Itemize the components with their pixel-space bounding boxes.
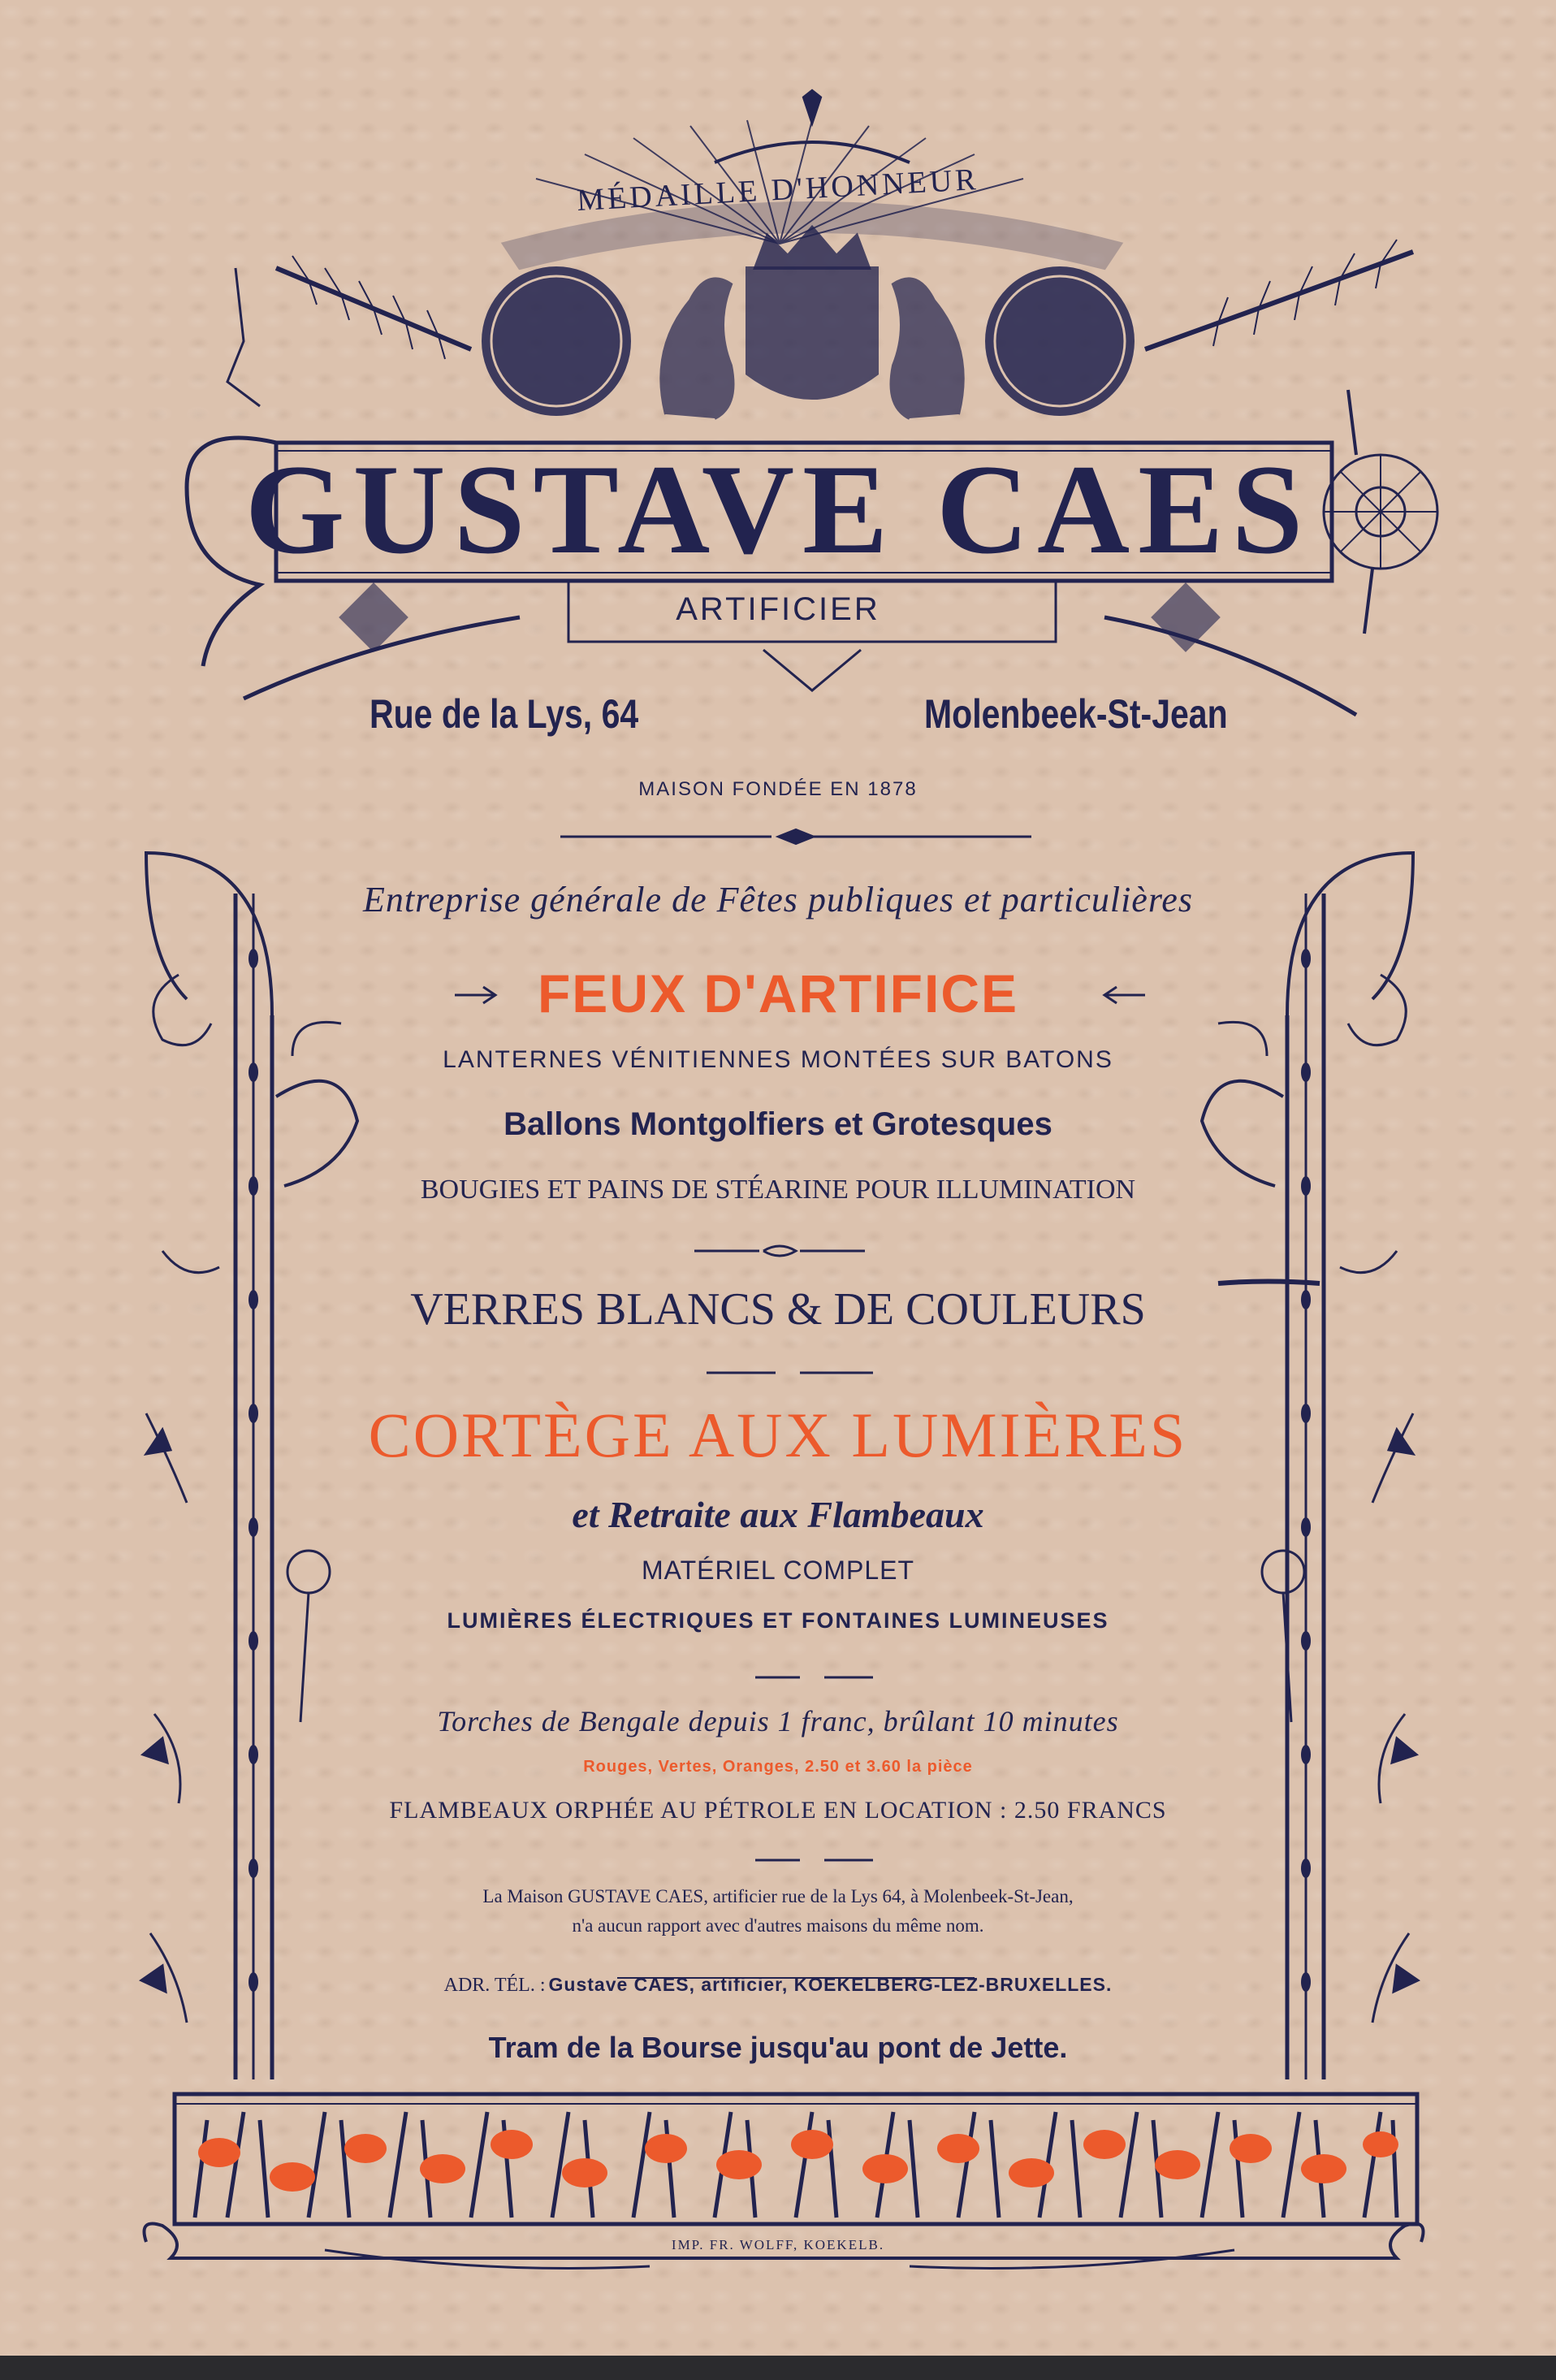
torch-colors-line: [0, 1758, 1556, 1776]
notice-text-1: La Maison GUSTAVE CAES, artificier rue de la Lys 64, à Molenbeek-St-Jean,: [482, 1886, 1074, 1906]
scan-edge: [0, 2356, 1556, 2380]
company-name-text: GUSTAVE CAES: [244, 439, 1312, 581]
company-name: [0, 439, 1556, 581]
glasses-line: [0, 1283, 1556, 1335]
electric-text: LUMIÈRES ÉLECTRIQUES ET FONTAINES LUMINEUSES: [447, 1608, 1109, 1633]
enterprise-text: Entreprise générale de Fêtes publiques et particulières: [363, 880, 1193, 920]
printer-credit: [0, 2237, 1556, 2253]
notice-text-2: n'a aucun rapport avec d'autres maisons du même nom.: [572, 1915, 984, 1936]
fireworks-text: FEUX D'ARTIFICE: [537, 963, 1019, 1023]
founded-line: [0, 778, 1556, 801]
address-street: Rue de la Lys, 64: [370, 691, 639, 737]
candles-text: BOUGIES ET PAINS DE STÉARINE POUR ILLUMINATION: [420, 1175, 1136, 1205]
balloons-line: [0, 1106, 1556, 1143]
address-telegraph: [0, 1974, 1556, 1997]
profession: [0, 591, 1556, 628]
notice-line-2: [0, 1915, 1556, 1936]
lanterns-line: [0, 1046, 1556, 1074]
balloons-text: Ballons Montgolfiers et Grotesques: [504, 1106, 1052, 1142]
torches-line: [0, 1704, 1556, 1738]
lanterns-text: LANTERNES VÉNITIENNES MONTÉES SUR BATONS: [443, 1046, 1113, 1073]
printer-text: IMP. FR. WOLFF, KOEKELB.: [671, 2237, 885, 2252]
adr-label: ADR. TÉL. :: [443, 1975, 546, 1996]
materiel-text: MATÉRIEL COMPLET: [641, 1556, 915, 1585]
enterprise-line: [0, 879, 1556, 920]
tram-text: Tram de la Bourse jusqu'au pont de Jette.: [488, 2031, 1068, 2064]
cortege-heading: [0, 1399, 1556, 1472]
adr-value: Gustave CAES, artificier, KOEKELBERG-LEZ-BRUXELLES.: [548, 1974, 1113, 1995]
profession-text: ARTIFICIER: [676, 591, 880, 627]
tram-line: [0, 2031, 1556, 2065]
flambeaux-line: [0, 1797, 1556, 1824]
electric-line: [0, 1608, 1556, 1634]
flambeaux-text: FLAMBEAUX ORPHÉE AU PÉTROLE EN LOCATION : 2.50 FRANCS: [389, 1797, 1167, 1824]
retraite-line: [0, 1493, 1556, 1536]
fireworks-heading: [0, 963, 1556, 1024]
founded-text: MAISON FONDÉE EN 1878: [638, 778, 918, 800]
retraite-text: et Retraite aux Flambeaux: [572, 1494, 984, 1535]
address-town: Molenbeek-St-Jean: [924, 691, 1228, 737]
cortege-text: CORTÈGE AUX LUMIÈRES: [368, 1400, 1188, 1470]
medal-banner: [0, 162, 1556, 218]
materiel-line: [0, 1556, 1556, 1586]
medal-banner-text: MÉDAILLE D'HONNEUR: [576, 162, 980, 218]
torches-text: Torches de Bengale depuis 1 franc, brûlant 10 minutes: [437, 1705, 1119, 1737]
notice-line-1: [0, 1886, 1556, 1907]
candles-line: [0, 1175, 1556, 1205]
glasses-text: VERRES BLANCS & DE COULEURS: [410, 1284, 1146, 1335]
torch-colors-text: Rouges, Vertes, Oranges, 2.50 et 3.60 la pièce: [583, 1758, 973, 1776]
